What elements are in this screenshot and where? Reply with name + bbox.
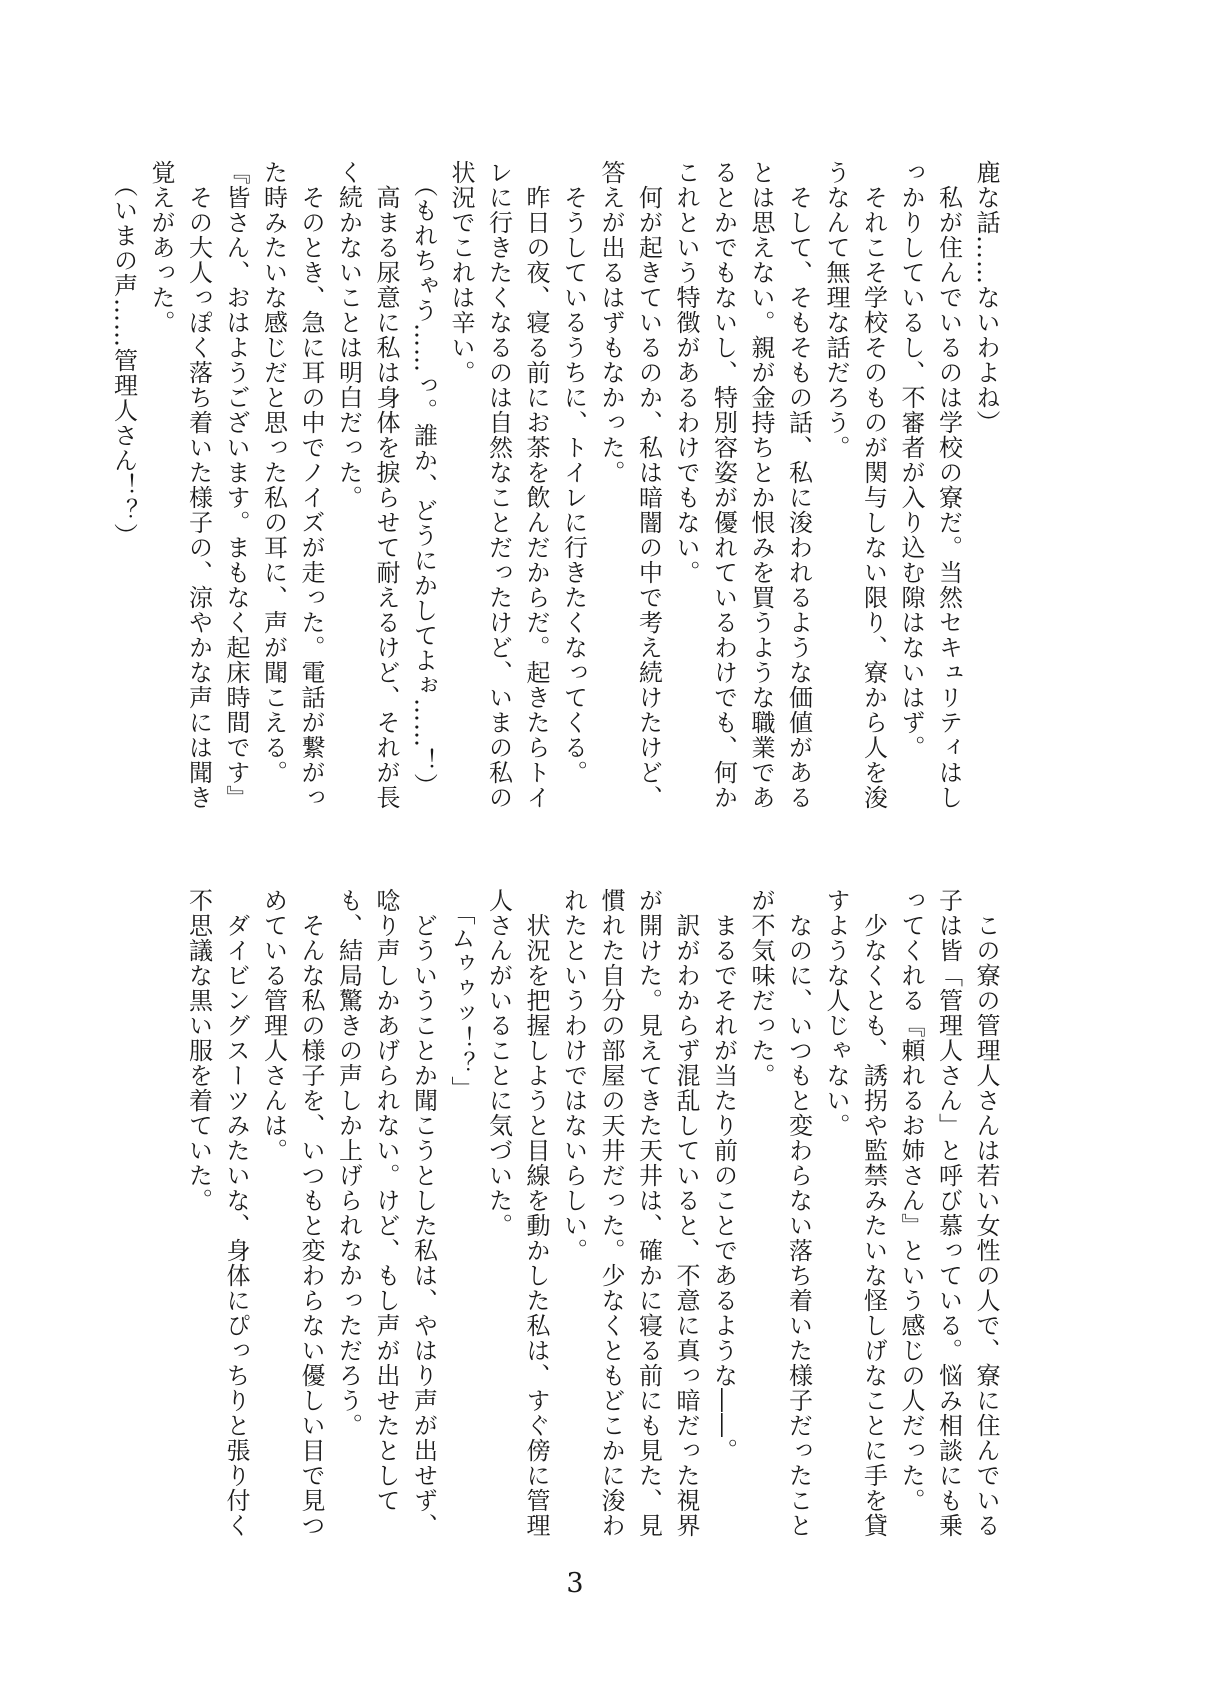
text-line: そして、そもそもの話、私に浚われるような価値がある bbox=[784, 160, 813, 810]
text-line: るとかでもないし、特別容姿が優れているわけでも、何か bbox=[709, 160, 738, 810]
text-line: これという特徴があるわけでもない。 bbox=[672, 160, 700, 585]
text-line: が開けた。見えてきた天井は、確かに寝る前にも見た、見 bbox=[634, 888, 663, 1538]
text-line: 慣れた自分の部屋の天井だった。少なくともどこかに浚わ bbox=[597, 888, 625, 1538]
text-line: 何が起きているのか、私は暗闇の中で考え続けたけど、 bbox=[634, 160, 663, 810]
text-line: それこそ学校そのものが関与しない限り、寮から人を浚 bbox=[859, 160, 888, 810]
text-line: うなんて無理な話だろう。 bbox=[822, 160, 850, 460]
text-line: 状況を把握しようと目線を動かした私は、すぐ傍に管理 bbox=[522, 888, 550, 1538]
page-number: 3 bbox=[566, 1568, 584, 1599]
text-line: すような人じゃない。 bbox=[822, 888, 850, 1138]
text-line: 不思議な黒い服を着ていた。 bbox=[184, 888, 213, 1213]
text-line: れたというわけではないらしい。 bbox=[559, 888, 588, 1263]
text-line: 高まる尿意に私は身体を捩らせて耐えるけど、それが長 bbox=[372, 160, 400, 810]
text-line: そんな私の様子を、いつもと変わらない優しい目で見つ bbox=[297, 888, 325, 1538]
text-line: （いまの声……管理人さん！？） bbox=[109, 160, 138, 548]
text-line: 『皆さん、おはようございます。まもなく起床時間です』 bbox=[222, 160, 250, 810]
text-line: 覚えがあった。 bbox=[147, 160, 175, 335]
text-line: 私が住んでいるのは学校の寮だ。当然セキュリティはし bbox=[934, 160, 963, 810]
text-line: めている管理人さんは。 bbox=[259, 888, 288, 1163]
text-line: が不気味だった。 bbox=[747, 888, 775, 1088]
text-line: そうしているうちに、トイレに行きたくなってくる。 bbox=[559, 160, 588, 785]
text-line: く続かないことは明白だった。 bbox=[334, 160, 363, 510]
text-line: 答えが出るはずもなかった。 bbox=[597, 160, 625, 485]
text-line: 状況でこれは辛い。 bbox=[447, 160, 475, 385]
text-line: た時みたいな感じだと思った私の耳に、声が聞こえる。 bbox=[259, 160, 288, 785]
text-line: 人さんがいることに気づいた。 bbox=[484, 888, 513, 1238]
text-line: この寮の管理人さんは若い女性の人で、寮に住んでいる bbox=[972, 888, 1000, 1538]
text-line: も、結局驚きの声しか上げられなかっただろう。 bbox=[334, 888, 363, 1438]
text-line: （もれちゃう……っ。誰か、どうにかしてよぉ……！） bbox=[409, 160, 438, 798]
text-line: その大人っぽく落ち着いた様子の、涼やかな声には聞き bbox=[184, 160, 213, 810]
text-line: ダイビングスーツみたいな、身体にぴっちりと張り付く bbox=[222, 888, 250, 1538]
text-line: 唸り声しかあげられない。けど、もし声が出せたとして bbox=[372, 888, 400, 1513]
text-line: 訳がわからず混乱していると、不意に真っ暗だった視界 bbox=[672, 888, 700, 1538]
text-line: 少なくとも、誘拐や監禁みたいな怪しげなことに手を貸 bbox=[859, 888, 888, 1538]
text-line: 昨日の夜、寝る前にお茶を飲んだからだ。起きたらトイ bbox=[522, 160, 550, 810]
text-line: まるでそれが当たり前のことであるような――。 bbox=[709, 888, 738, 1463]
text-line: 鹿な話……ないわよね） bbox=[972, 160, 1000, 435]
text-line: そのとき、急に耳の中でノイズが走った。電話が繋がっ bbox=[297, 160, 325, 810]
text-line: レに行きたくなるのは自然なことだったけど、いまの私の bbox=[484, 160, 513, 810]
text-line: なのに、いつもと変わらない落ち着いた様子だったこと bbox=[784, 888, 813, 1538]
text-line: 子は皆「管理人さん」と呼び慕っている。悩み相談にも乗 bbox=[934, 888, 963, 1538]
top-text-block bbox=[104, 160, 1004, 820]
bottom-text-block bbox=[179, 888, 1004, 1553]
text-line: っかりしているし、不審者が入り込む隙はないはず。 bbox=[897, 160, 925, 760]
text-line: 「ムゥゥッ！？」 bbox=[447, 888, 475, 1101]
text-line: どういうことか聞こうとした私は、やはり声が出せず、 bbox=[409, 888, 438, 1538]
text-line: ってくれる『頼れるお姉さん』という感じの人だった。 bbox=[897, 888, 925, 1513]
text-line: とは思えない。親が金持ちとか恨みを買うような職業であ bbox=[747, 160, 775, 810]
